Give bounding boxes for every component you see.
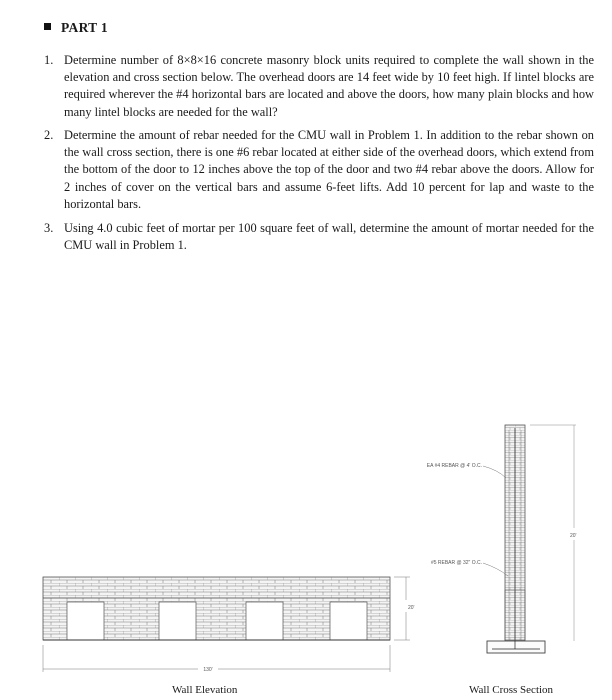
elevation-caption: Wall Elevation <box>172 684 238 696</box>
length-dimension-label: 130' <box>203 667 213 673</box>
problem-text: Determine the amount of rebar needed for the CMU wall in Problem 1. In addition to the rebar shown on the wall cross section, there is one #6 rebar located at either side of the overhead doors, which extend from the bottom of the door to 12 inches above the top of the door and two #4 rebar above the doors. Allow for 2 inches of cover on the vertical bars and assume 6-feet lifts. Add 10 percent for lap and waste to the horizontal bars. <box>64 128 594 211</box>
height-dimension-label: 20' <box>408 605 415 611</box>
overhead-door <box>330 602 367 640</box>
overhead-door <box>159 602 196 640</box>
horizontal-rebar-label: EA #4 REBAR @ 4' O.C. <box>426 463 482 469</box>
problem-number: 2. <box>44 128 54 142</box>
problem-number: 1. <box>44 53 54 67</box>
vertical-rebar-label: #5 REBAR @ 32" O.C. <box>430 560 482 566</box>
problem-text: Using 4.0 cubic feet of mortar per 100 square feet of wall, determine the amount of mortar needed for the CMU wall in Problem 1. <box>64 221 594 253</box>
overhead-door <box>67 602 104 640</box>
problem-text: Determine number of 8×8×16 concrete masonry block units required to complete the wall shown in the elevation and cross section below. The overhead doors are 14 feet wide by 10 feet high. If lintel blocks are required wherever the #4 horizontal bars are located and above the doors, how many plain blocks and how many lintel blocks are needed for the wall? <box>64 53 594 119</box>
section-caption: Wall Cross Section <box>469 684 554 696</box>
overhead-door <box>246 602 283 640</box>
problem-number: 3. <box>44 221 54 235</box>
section-height-label: 20' <box>570 533 577 539</box>
wall-cross-section <box>427 425 577 653</box>
footing <box>487 641 545 653</box>
leader-line <box>483 563 508 576</box>
part-title: PART 1 <box>61 20 108 35</box>
wall-elevation <box>43 577 415 673</box>
leader-line <box>483 466 506 478</box>
